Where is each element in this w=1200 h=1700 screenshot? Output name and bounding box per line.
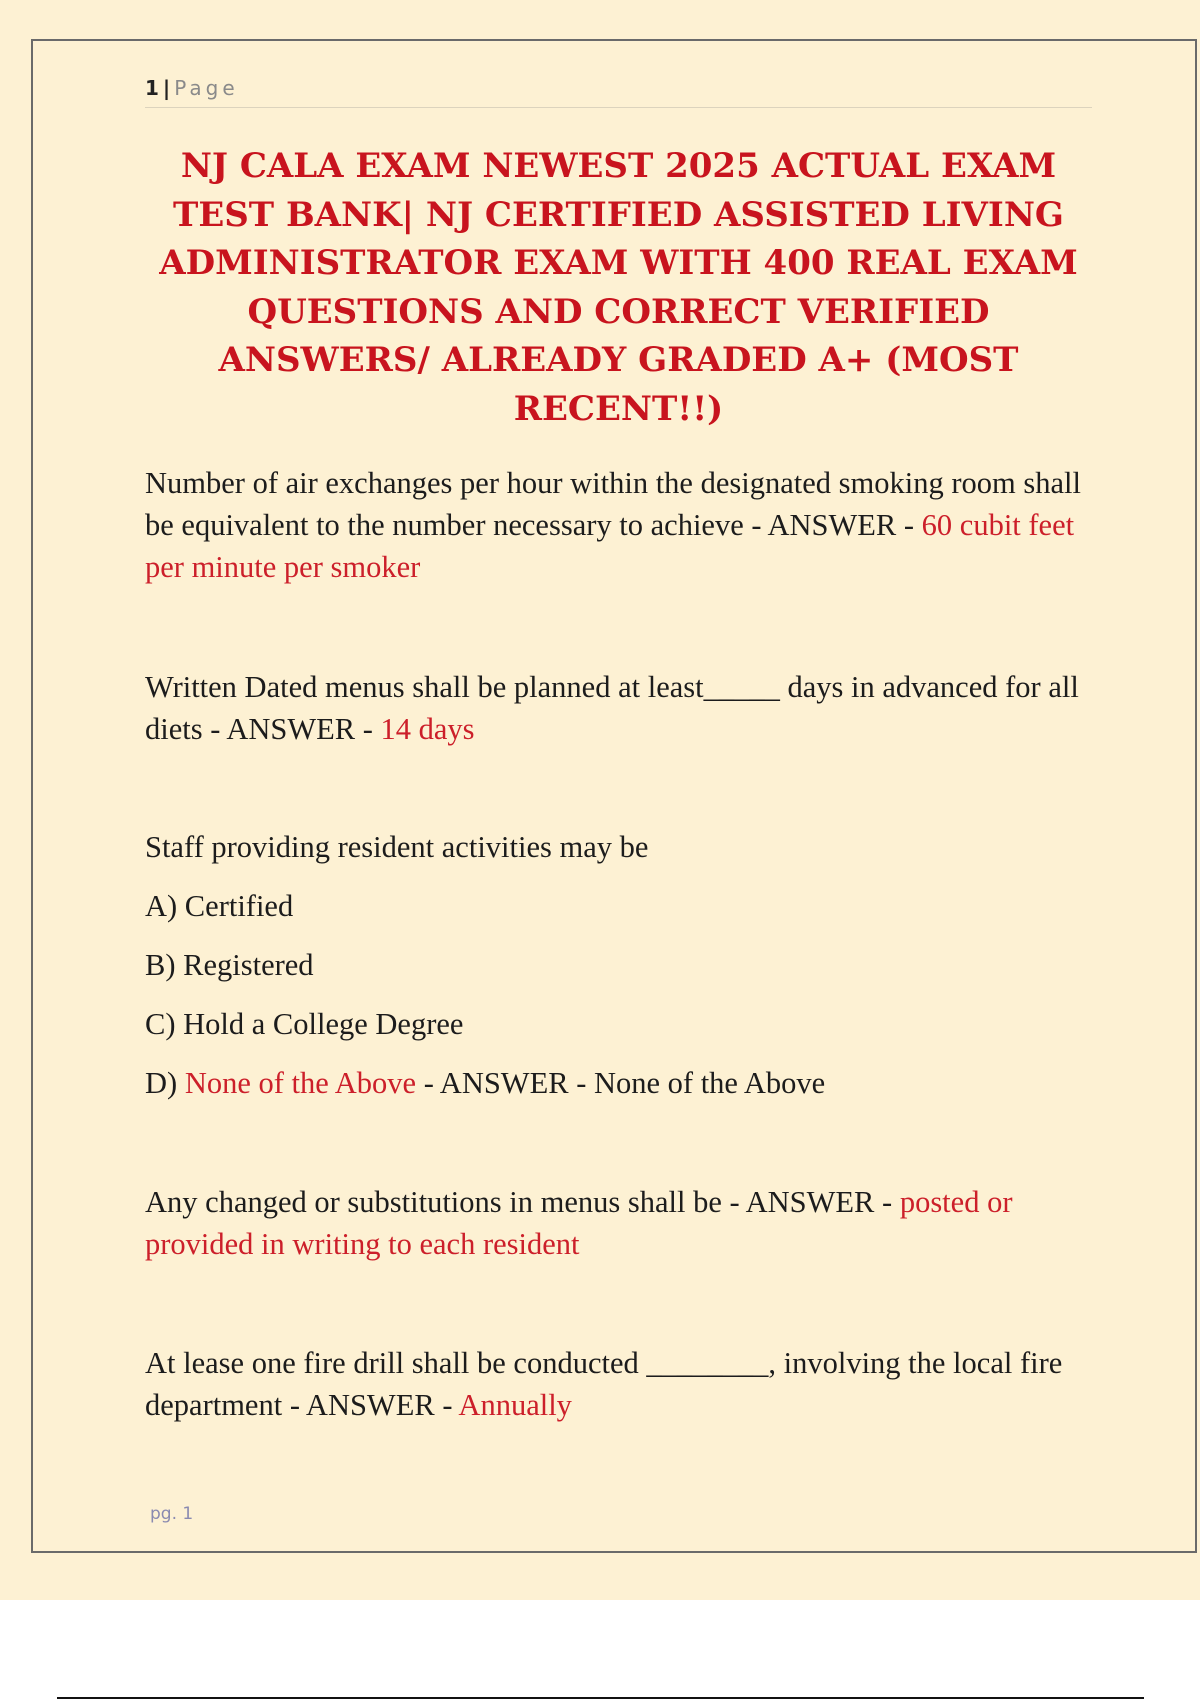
question-5-text: At lease one fire drill shall be conducted ________, involving the local fire department - ANSWER - — [145, 1346, 1063, 1422]
option-d-answer: - ANSWER - None of the Above — [416, 1066, 826, 1100]
question-4-answer: posted or provided in writing to each resident — [145, 1185, 1013, 1261]
question-3-option-d — [145, 1062, 825, 1104]
page-separator: | — [162, 76, 171, 100]
bottom-divider — [57, 1697, 1144, 1699]
question-3-stem: Staff providing resident activities may be — [145, 830, 649, 864]
question-5 — [145, 1342, 1090, 1426]
question-2-text: Written Dated menus shall be planned at least_____ days in advanced for all diets - ANSWER - — [145, 670, 1079, 746]
question-2 — [145, 666, 1090, 750]
document-title: NJ CALA EXAM NEWEST 2025 ACTUAL EXAM TEST BANK| NJ CERTIFIED ASSISTED LIVING ADMINISTRATOR EXAM WITH 400 REAL EXAM QUESTIONS AND CORRECT VERIFIED ANSWERS/ ALREADY GRADED A+ (MOST RECENT!!) — [159, 146, 1078, 429]
option-d-prefix: D) — [145, 1066, 185, 1100]
question-1-answer: 60 cubit feet per minute per smoker — [145, 508, 1075, 584]
question-3-option-b: B) Registered — [145, 948, 314, 982]
page-header — [145, 73, 1092, 108]
question-1-text: Number of air exchanges per hour within the designated smoking room shall be equivalent to the number necessary to achieve - ANSWER - — [145, 466, 1081, 542]
page-number: 1 — [145, 76, 159, 100]
question-5-answer: Annually — [458, 1388, 572, 1422]
question-1 — [145, 462, 1090, 588]
question-2-answer: 14 days — [380, 712, 475, 746]
page-word: Page — [174, 76, 239, 100]
page-footer: pg. 1 — [150, 1504, 194, 1524]
question-3-option-a: A) Certified — [145, 889, 294, 923]
question-3-option-c: C) Hold a College Degree — [145, 1007, 464, 1041]
option-d-highlight: None of the Above — [184, 1066, 417, 1100]
question-4-text: Any changed or substitutions in menus shall be - ANSWER - — [145, 1185, 900, 1219]
question-4 — [145, 1181, 1090, 1265]
